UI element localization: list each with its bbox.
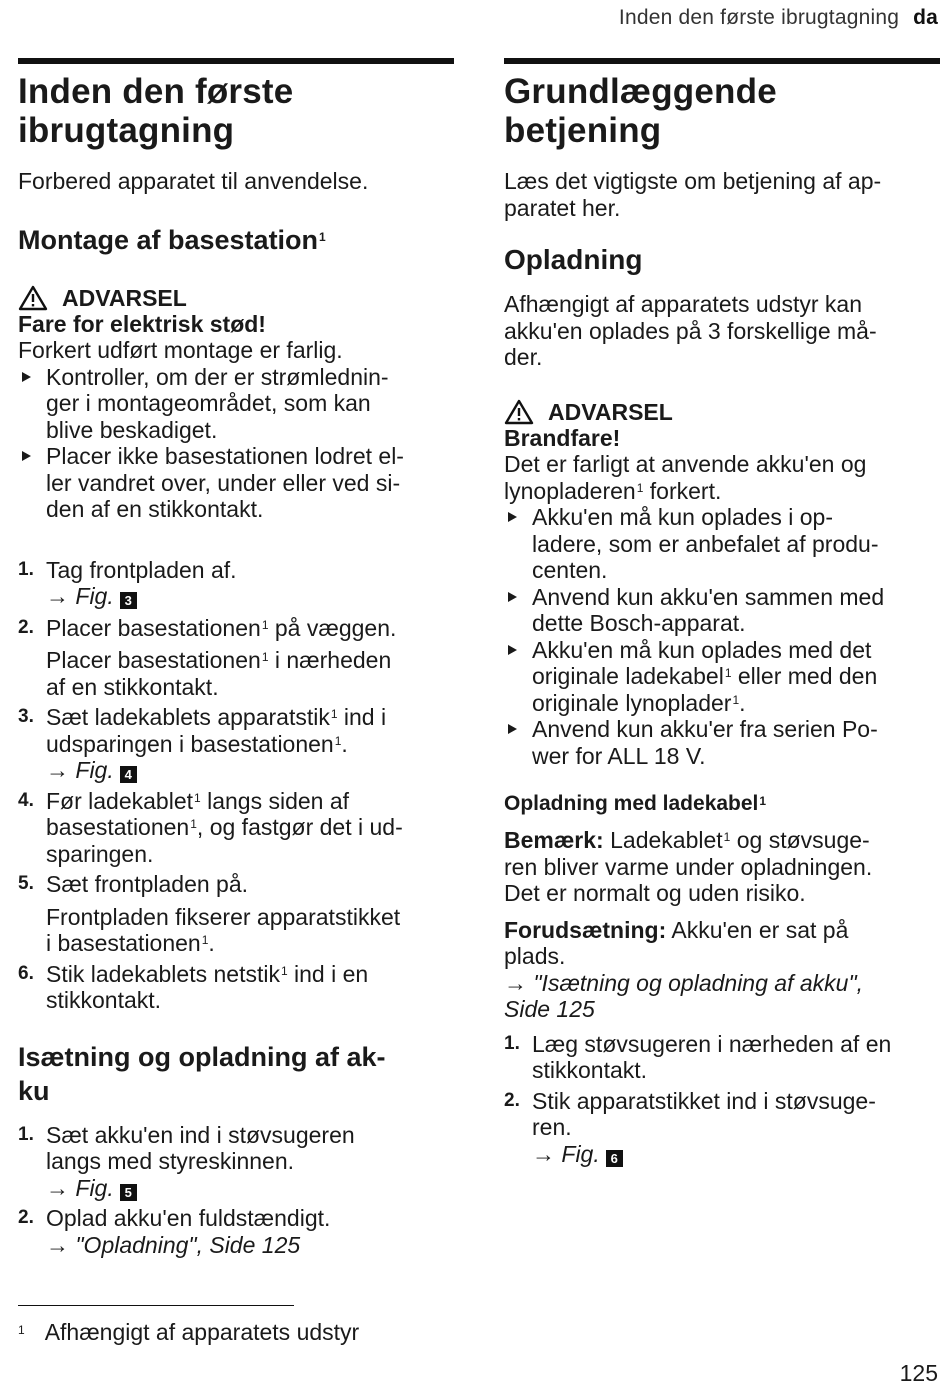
heading-isaetning: Isætning og opladning af ak- ku xyxy=(18,1041,386,1106)
warning-title: Brandfare! xyxy=(504,424,621,451)
step-6: 6. Stik ladekablets netstik$^1$ ind i en stikkontakt. xyxy=(18,960,369,1013)
section-title-first-use: Inden den første ibrugtagning xyxy=(18,72,294,150)
step-1: 1. Sæt akku'en ind i støvsugeren langs med styreskinnen. → Fig. 5 xyxy=(18,1122,454,1202)
step-3: 3. Sæt ladekablets apparatstik$^1$ ind i udsparingen i basestationen$^1$. → Fig. 4 xyxy=(18,704,454,784)
figure-number-badge: 6 xyxy=(606,1150,623,1167)
section-rule xyxy=(504,58,940,64)
intro-text: Forbered apparatet til anvendelse. xyxy=(18,168,369,194)
figure-reference: → Fig. 3 xyxy=(46,583,454,610)
section-rule xyxy=(18,58,454,64)
step-2: 2. Stik apparatstikket ind i støvsuge- ren. → Fig. 6 xyxy=(504,1088,940,1168)
warning-header: ADVARSEL xyxy=(504,399,940,425)
figure-reference: → Fig. 4 xyxy=(46,757,454,784)
list-item: Placer ikke basestationen lodret el- ler vandret over, under eller ved si- den af en stikkontakt. xyxy=(18,443,454,523)
heading-ladekabel: Opladning med ladekabel$^1$ xyxy=(504,792,767,815)
warning-text: Det er farligt at anvende akku'en og lynopladeren$^1$ forkert. xyxy=(504,451,867,504)
step-1: 1. Tag frontpladen af. → Fig. 3 xyxy=(18,557,454,610)
footnote: $^1$ Afhængigt af apparatets udstyr xyxy=(18,1319,360,1345)
figure-number-badge: 3 xyxy=(120,592,137,609)
footnote-rule xyxy=(18,1305,294,1306)
warning-header: ADVARSEL xyxy=(18,285,454,311)
figure-number-badge: 5 xyxy=(120,1184,137,1201)
running-title: Inden den første ibrugtagning xyxy=(618,6,900,29)
opladning-text: Afhængigt af apparatets udstyr kan akku'en oplades på 3 forskellige må- der. xyxy=(504,291,877,370)
step-5: 5. Sæt frontpladen på. Frontpladen fikserer apparatstikket i basestationen$^1$. xyxy=(18,871,401,956)
running-head xyxy=(619,6,938,30)
section-title-basic-operation: Grundlæggende betjening xyxy=(504,72,777,150)
page-number: 125 xyxy=(899,1360,938,1386)
warning-triangle-icon xyxy=(504,399,534,425)
step-4: 4. Før ladekablet$^1$ langs siden af basestationen$^1$, og fastgør det i ud- sparingen. xyxy=(18,787,403,867)
right-column xyxy=(504,58,940,1167)
warning-triangle-icon xyxy=(18,285,48,311)
figure-reference: → Fig. 5 xyxy=(46,1175,454,1202)
montage-steps xyxy=(18,557,454,1014)
step-1: 1. Læg støvsugeren i nærheden af en stikkontakt. xyxy=(504,1030,892,1083)
figure-reference: → Fig. 6 xyxy=(532,1141,940,1168)
warning-title: Fare for elektrisk stød! xyxy=(18,310,266,337)
warning-block xyxy=(18,285,454,523)
list-item: Anvend kun akku'en sammen med dette Bosch-apparat. xyxy=(504,584,940,637)
warning-text: Forkert udført montage er farlig. xyxy=(18,337,343,363)
prerequisite-text: Forudsætning: Akku'en er sat på plads. xyxy=(504,916,849,969)
list-item: Kontroller, om der er strømlednin- ger i montageområdet, som kan blive beskadiget. xyxy=(18,364,454,444)
heading-montage: Montage af basestation$^1$ xyxy=(18,224,326,255)
warning-bullets xyxy=(18,364,454,523)
figure-number-badge: 4 xyxy=(120,766,137,783)
heading-opladning: Opladning xyxy=(504,244,643,275)
step-2: 2. Oplad akku'en fuldstændigt. → "Opladning", Side 125 xyxy=(18,1205,454,1258)
note-text: Bemærk: Ladekablet$^1$ og støvsuge- ren bliver varme under opladningen. Det er normalt og uden risiko. xyxy=(504,827,873,906)
warning-block xyxy=(504,399,940,770)
isaetning-steps xyxy=(18,1122,454,1259)
cross-reference-link[interactable]: → "Isætning og opladning af akku", Side 125 xyxy=(504,969,863,1022)
left-column xyxy=(18,58,454,1258)
list-item: Anvend kun akku'er fra serien Po- wer for ALL 18 V. xyxy=(504,716,940,769)
warning-bullets xyxy=(504,504,940,769)
language-code: da xyxy=(913,6,938,29)
ladekabel-steps xyxy=(504,1031,940,1168)
list-item: Akku'en må kun oplades med det originale ladekabel$^1$ eller med den originale lynoplader$^1$. xyxy=(504,637,940,717)
list-item: Akku'en må kun oplades i op- ladere, som er anbefalet af produ- centen. xyxy=(504,504,940,584)
cross-reference-link[interactable]: → "Opladning", Side 125 xyxy=(46,1231,301,1258)
intro-text: Læs det vigtigste om betjening af ap- paratet her. xyxy=(504,168,882,221)
step-2: 2. Placer basestationen$^1$ på væggen. Placer basestationen$^1$ i nærheden af en stikkontakt. xyxy=(18,614,397,700)
